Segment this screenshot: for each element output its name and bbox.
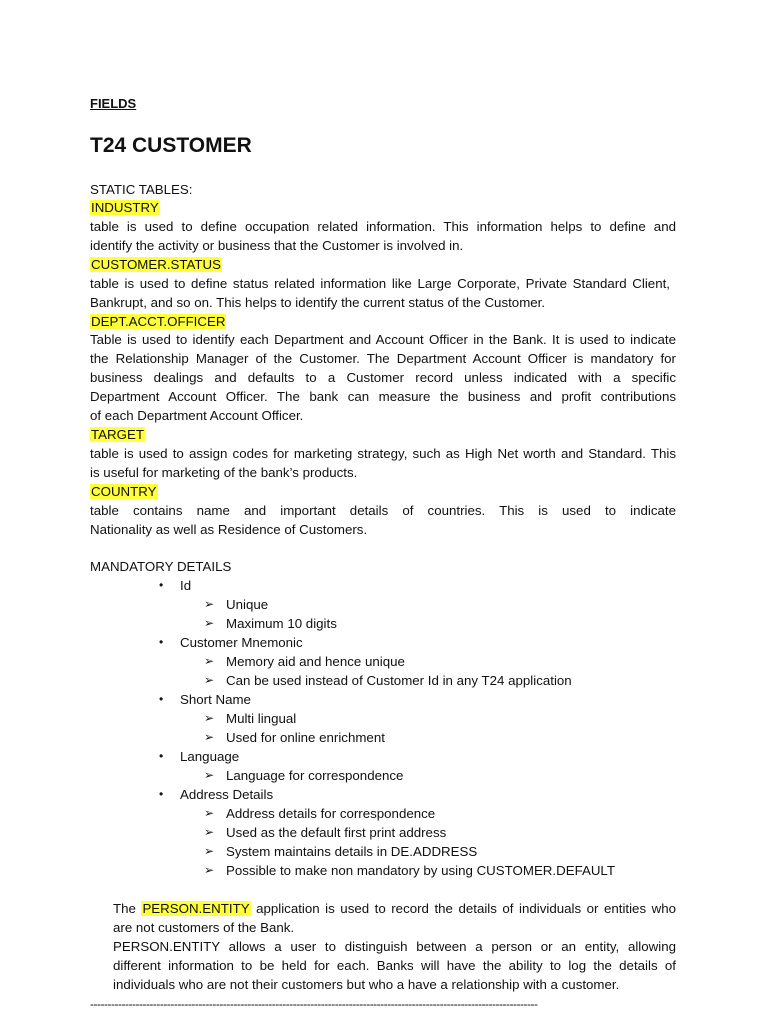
- bullet-icon: •: [159, 692, 164, 706]
- person-entity-line: different information to be held for each. Banks will have the ability to log the details of: [113, 958, 676, 973]
- mandatory-item-label: Short Name: [180, 692, 251, 707]
- arrow-bullet-icon: ➢: [204, 597, 215, 611]
- arrow-bullet-icon: ➢: [204, 616, 215, 630]
- mandatory-sub-item: Unique: [226, 597, 269, 612]
- dept-acct-officer-desc-line: the Relationship Manager of the Customer. The Department Account Officer is mandatory for: [90, 351, 676, 366]
- arrow-bullet-icon: ➢: [204, 673, 215, 687]
- arrow-bullet-icon: ➢: [204, 863, 215, 877]
- mandatory-item-label: Address Details: [180, 787, 274, 802]
- mandatory-sub-item: Multi lingual: [226, 711, 297, 726]
- person-entity-line: individuals who are not their customers but who a have a relationship with a customer.: [113, 977, 620, 992]
- mandatory-sub-item: Used as the default first print address: [226, 825, 447, 840]
- dept-acct-officer-desc-line: business dealings and defaults to a Customer record unless indicated with a specific: [90, 370, 676, 385]
- bullet-icon: •: [159, 787, 164, 801]
- mandatory-sub-item: Maximum 10 digits: [226, 616, 337, 631]
- mandatory-sub-item: System maintains details in DE.ADDRESS: [226, 844, 478, 859]
- section-heading: FIELDS: [90, 96, 137, 111]
- arrow-bullet-icon: ➢: [204, 806, 215, 820]
- mandatory-item-label: Id: [180, 578, 192, 593]
- customer-status-desc-line: table is used to define status related information like Large Corporate, Private Standard Client,: [90, 276, 670, 291]
- mandatory-sub-item: Language for correspondence: [226, 768, 404, 783]
- table-name-industry: INDUSTRY: [91, 200, 159, 215]
- dept-acct-officer-desc-line: of each Department Account Officer.: [90, 408, 304, 423]
- mandatory-details-label: MANDATORY DETAILS: [90, 559, 232, 574]
- arrow-bullet-icon: ➢: [204, 711, 215, 725]
- dept-acct-officer-desc-line: Department Account Officer. The bank can measure the business and profit contributions: [90, 389, 676, 404]
- person-entity-highlight: PERSON.ENTITY: [142, 901, 250, 916]
- bullet-icon: •: [159, 749, 164, 763]
- person-entity-line: are not customers of the Bank.: [113, 920, 295, 935]
- arrow-bullet-icon: ➢: [204, 730, 215, 744]
- mandatory-sub-item: Memory aid and hence unique: [226, 654, 405, 669]
- arrow-bullet-icon: ➢: [204, 768, 215, 782]
- arrow-bullet-icon: ➢: [204, 654, 215, 668]
- customer-status-desc-line: Bankrupt, and so on. This helps to identify the current status of the Customer.: [90, 295, 546, 310]
- table-name-customer-status: CUSTOMER.STATUS: [91, 257, 222, 272]
- mandatory-sub-item: Possible to make non mandatory by using CUSTOMER.DEFAULT: [226, 863, 615, 878]
- bullet-icon: •: [159, 578, 164, 592]
- table-name-country: COUNTRY: [91, 484, 157, 499]
- arrow-bullet-icon: ➢: [204, 825, 215, 839]
- mandatory-item-label: Language: [180, 749, 240, 764]
- industry-desc-line: identify the activity or business that the Customer is involved in.: [90, 238, 464, 253]
- dashed-separator: --------------------------------------------------------------------------------------------------------------------------------: [90, 997, 538, 1011]
- dept-acct-officer-desc-line: Table is used to identify each Department and Account Officer in the Bank. It is used to indicate: [90, 332, 676, 347]
- target-desc-line: table is used to assign codes for marketing strategy, such as High Net worth and Standard. This: [90, 446, 676, 461]
- mandatory-item-label: Customer Mnemonic: [180, 635, 303, 650]
- mandatory-sub-item: Used for online enrichment: [226, 730, 385, 745]
- mandatory-sub-item: Address details for correspondence: [226, 806, 436, 821]
- bullet-icon: •: [159, 635, 164, 649]
- country-desc-line: Nationality as well as Residence of Customers.: [90, 522, 368, 537]
- document-title: T24 CUSTOMER: [90, 134, 252, 157]
- table-name-dept-acct-officer: DEPT.ACCT.OFFICER: [91, 314, 226, 329]
- table-name-target: TARGET: [91, 427, 144, 442]
- static-tables-label: STATIC TABLES:: [90, 182, 193, 197]
- person-entity-line: PERSON.ENTITY allows a user to distinguish between a person or an entity, allowing: [113, 939, 676, 954]
- target-desc-line: is useful for marketing of the bank’s products.: [90, 465, 358, 480]
- arrow-bullet-icon: ➢: [204, 844, 215, 858]
- industry-desc-line: table is used to define occupation related information. This information helps to define and: [90, 219, 676, 234]
- person-entity-line: The PERSON.ENTITY application is used to record the details of individuals or entities who: [113, 901, 676, 916]
- country-desc-line: table contains name and important details of countries. This is used to indicate: [90, 503, 676, 518]
- mandatory-sub-item: Can be used instead of Customer Id in any T24 application: [226, 673, 572, 688]
